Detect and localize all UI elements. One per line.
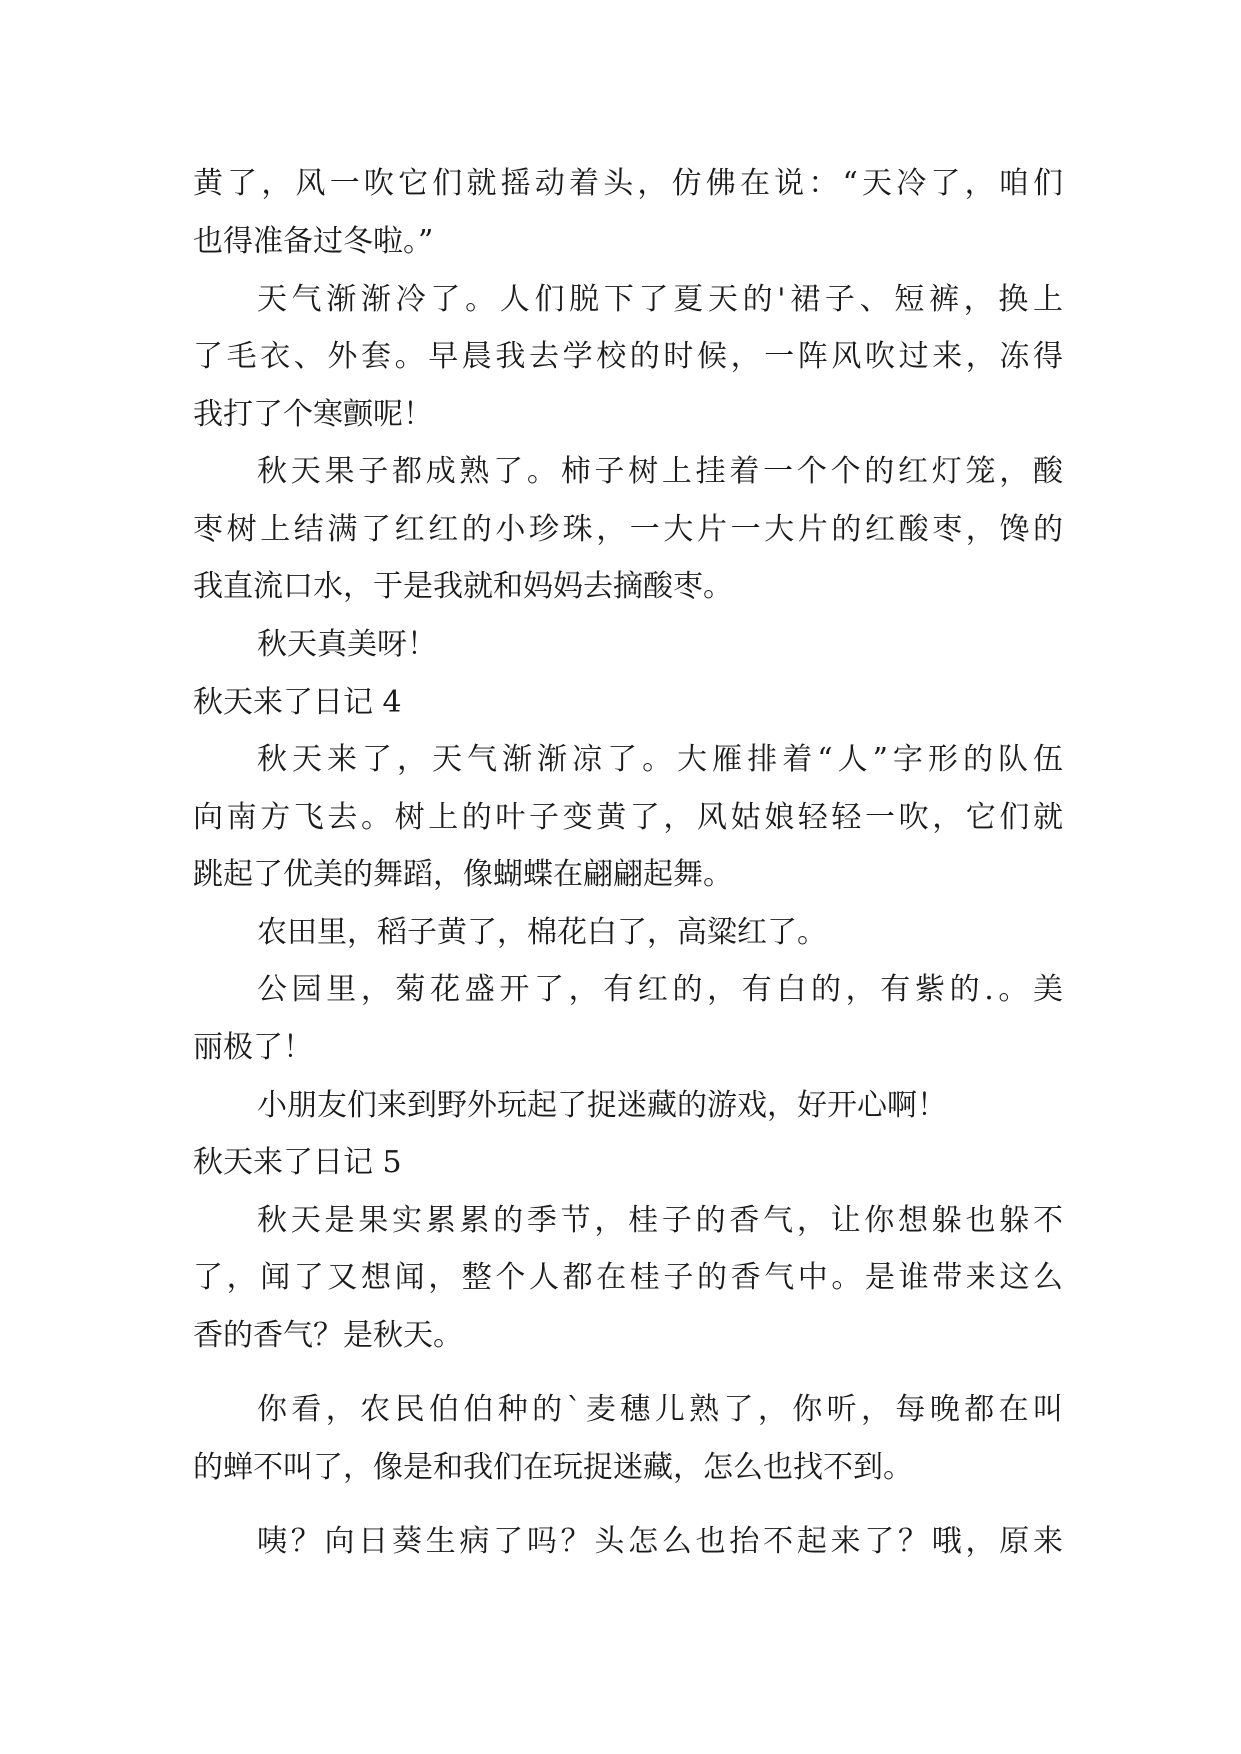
paragraph-line: 秋天真美呀！ [257,627,437,662]
paragraph-line: 香的香气？是秋天。 [193,1318,463,1353]
section-heading: 秋天来了日记 4 [193,685,402,720]
paragraph-line: 丽极了！ [193,1030,313,1065]
paragraph-line: 我直流口水，于是我就和妈妈去摘酸枣。 [193,569,733,604]
paragraph-line: 跳起了优美的舞蹈，像蝴蝶在翩翩起舞。 [193,857,733,892]
paragraph-line: 秋天是果实累累的季节，桂子的香气，让你想躲也躲不 [257,1203,1063,1238]
paragraph-line: 了毛衣、外套。早晨我去学校的时候，一阵风吹过来，冻得 [193,339,1063,374]
paragraph-line: 也得准备过冬啦。” [193,224,434,259]
paragraph-line: 秋天来了，天气渐渐凉了。大雁排着“人”字形的队伍 [257,742,1063,777]
paragraph-line: 了，闻了又想闻，整个人都在桂子的香气中。是谁带来这么 [193,1260,1063,1295]
paragraph-line: 农田里，稻子黄了，棉花白了，高粱红了。 [257,915,827,950]
paragraph-line: 枣树上结满了红红的小珍珠，一大片一大片的红酸枣，馋的 [193,512,1063,547]
paragraph-line: 的蝉不叫了，像是和我们在玩捉迷藏，怎么也找不到。 [193,1450,913,1485]
paragraph-line: 黄了，风一吹它们就摇动着头，仿佛在说：“天冷了，咱们 [193,166,1063,201]
paragraph-line: 秋天果子都成熟了。柿子树上挂着一个个的红灯笼，酸 [257,454,1063,489]
paragraph-line: 小朋友们来到野外玩起了捉迷藏的游戏，好开心啊！ [257,1088,947,1123]
paragraph-line: 天气渐渐冷了。人们脱下了夏天的'裙子、短裤，换上 [257,282,1063,317]
paragraph-line: 向南方飞去。树上的叶子变黄了，风姑娘轻轻一吹，它们就 [193,800,1063,835]
paragraph-line: 咦？向日葵生病了吗？头怎么也抬不起来了？哦，原来 [257,1524,1063,1559]
paragraph-line: 你看，农民伯伯种的`麦穗儿熟了，你听，每晚都在叫 [257,1392,1063,1427]
paragraph-line: 公园里，菊花盛开了，有红的，有白的，有紫的.。美 [257,972,1063,1007]
paragraph-line: 我打了个寒颤呢！ [193,397,433,432]
section-heading: 秋天来了日记 5 [193,1145,402,1180]
